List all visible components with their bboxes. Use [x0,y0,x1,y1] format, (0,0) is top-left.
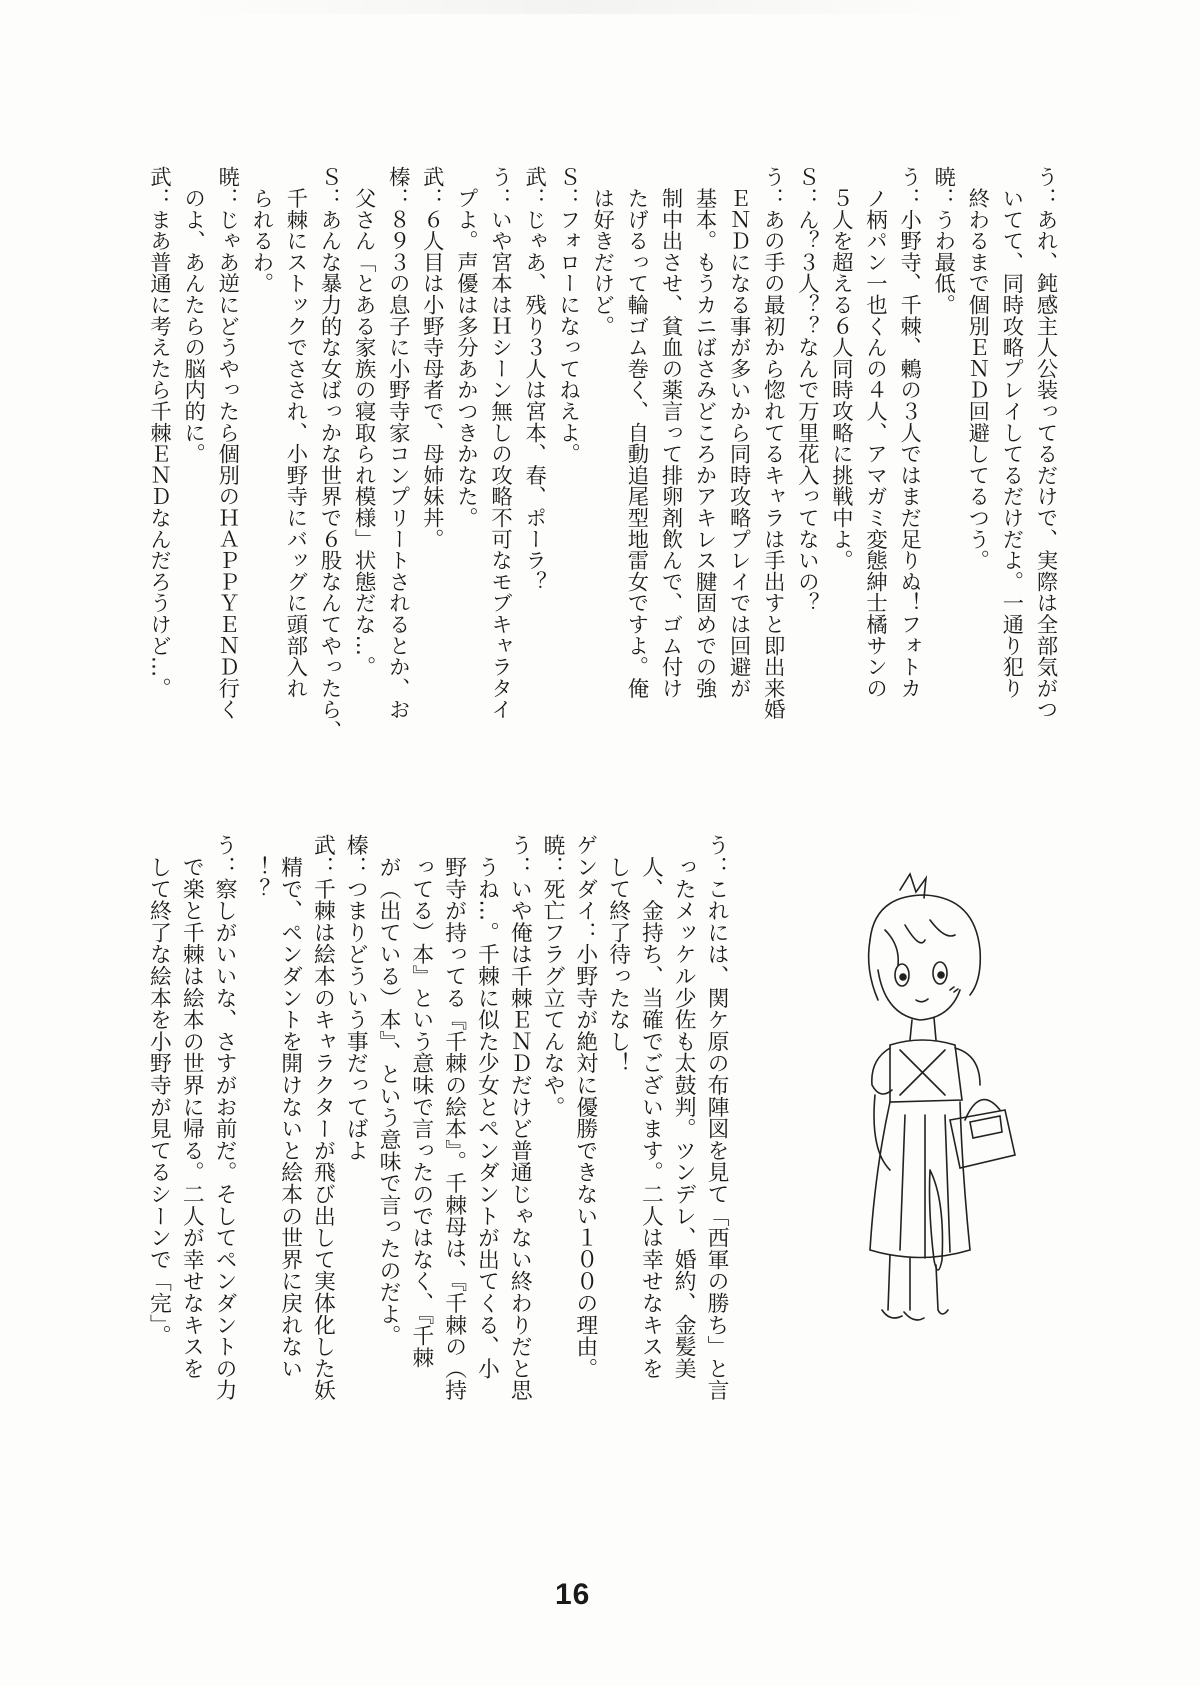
dialogue-line: 暁：じゃあ逆にどうやったら個別のＨＡＰＰＹＥＮＤ行く [214,166,240,720]
dialogue-line: ったメッケル少佐も太鼓判。ツンデレ、婚約、金髪美 [671,834,697,1379]
dialogue-line: して終了待ったなし！ [605,834,631,1074]
dialogue-line: うね…。千棘に似た少女とペンダントが出てくる、小 [474,834,500,1379]
dialogue-line: 千棘にストックでさされ、小野寺にバッグに頭部入れ [282,166,308,699]
dialogue-line: う：あれ、鈍感主人公装ってるだけで、実際は全部気がつ [1033,166,1058,720]
dialogue-line: 榛：８９３の息子に小野寺家コンプリートされるとか、お [385,166,411,720]
dialogue-block-bottom [142,834,732,1401]
dialogue-line: う：察しがいいな、さすがお前だ。そしてペンダントの力 [212,834,238,1401]
dialogue-line: られるわ。 [248,166,274,294]
dialogue-line: う：いや宮本はＨシーン無しの攻略不可なモブキャラタイ [487,166,513,720]
dialogue-line: う：これには、関ケ原の布陣図を見て「西軍の勝ち」と言 [704,834,729,1401]
dialogue-line: のよ、あんたらの脳内的に。 [180,166,206,465]
dialogue-line: う：小野寺、千棘、鶫の３人ではまだ足りぬ！フォトカ [896,166,922,699]
dialogue-line: プよ。声優は多分あかつきかなた。 [453,166,479,529]
dialogue-line: ！？ [244,834,270,900]
dialogue-line: う：あの手の最初から惚れてるキャラは手出すと即出来婚 [760,166,786,720]
page-number: 16 [555,1578,591,1611]
dialogue-line: ノ柄パン一也くんの４人、アマガミ変態紳士橘サンの [862,166,888,699]
dialogue-line: Ｓ：フォローになってねえよ。 [555,166,581,465]
dialogue-line: ってる）本』という意味で言ったのではなく、『千棘 [408,834,434,1369]
dialogue-line: 父さん「とある家族の寝取られ模様」状態だな…。 [351,166,377,678]
dialogue-line: ５人を超える６人同時攻略に挑戦中よ。 [828,166,854,571]
dialogue-line: う：いや俺は千棘ＥＮＤだけど普通じゃない終わりだと思 [507,834,533,1401]
scan-bleed-through [180,0,980,14]
dialogue-line: 武：まあ普通に考えたら千棘ＥＮＤなんだろうけど…。 [146,166,172,699]
dialogue-line: 制中出させ、貧血の薬言って排卵剤飲んで、ゴム付け [657,166,683,699]
dialogue-line: 榛：つまりどういう事だってばよ [343,834,369,1161]
dialogue-line: 精で、ペンダントを開けないと絵本の世界に戻れない [277,834,303,1379]
dialogue-line: Ｓ：あんな暴力的な女ばっかな世界で６股なんてやったら、 [317,166,343,742]
dialogue-line: は好きだけど。 [589,166,615,337]
dialogue-line: 暁：うわ最低。 [930,166,956,316]
dialogue-line: いてて、同時攻略プレイしてるだけだよ。一通り犯り [998,166,1024,699]
dialogue-line: ゲンダイ：小野寺が絶対に優勝できない１００の理由。 [572,834,598,1379]
dialogue-line: 野寺が持ってる『千棘の絵本』。千棘母は、『千棘の（持 [441,834,467,1401]
dialogue-line: Ｓ：ん？３人？？なんで万里花入ってないの？ [794,166,820,614]
dialogue-line: 暁：死亡フラグ立てんなや。 [540,834,566,1118]
dialogue-line: 武：６人目は小野寺母者で、母姉妹丼。 [419,166,445,550]
dialogue-line: たげるって輪ゴム巻く、自動追尾型地雷女ですよ。俺 [623,166,649,699]
dialogue-line: 終わるまで個別ＥＮＤ回避してるつう。 [964,166,990,571]
dialogue-line: 基本。もうカニばさみどころかアキレス腱固めでの強 [692,166,718,699]
dialogue-block-top [141,166,1062,741]
dialogue-line: で楽と千棘は絵本の世界に帰る。二人が幸せなキスを [179,834,205,1379]
dialogue-line: 武：じゃあ、残り３人は宮本、春、ポーラ？ [521,166,547,592]
girl-illustration [830,870,1020,1340]
dialogue-line: して終了な絵本を小野寺が見てるシーンで「完」。 [146,834,172,1347]
dialogue-line: 人、金持ち、当確でございます。二人は幸せなキスを [638,834,664,1379]
dialogue-line: ＥＮＤになる事が多いから同時攻略プレイでは回避が [726,166,752,699]
dialogue-line: 武：千棘は絵本のキャラクターが飛び出して実体化した妖 [310,834,336,1401]
dialogue-line: が（出ている）本』、という意味で言ったのだよ。 [376,834,402,1347]
